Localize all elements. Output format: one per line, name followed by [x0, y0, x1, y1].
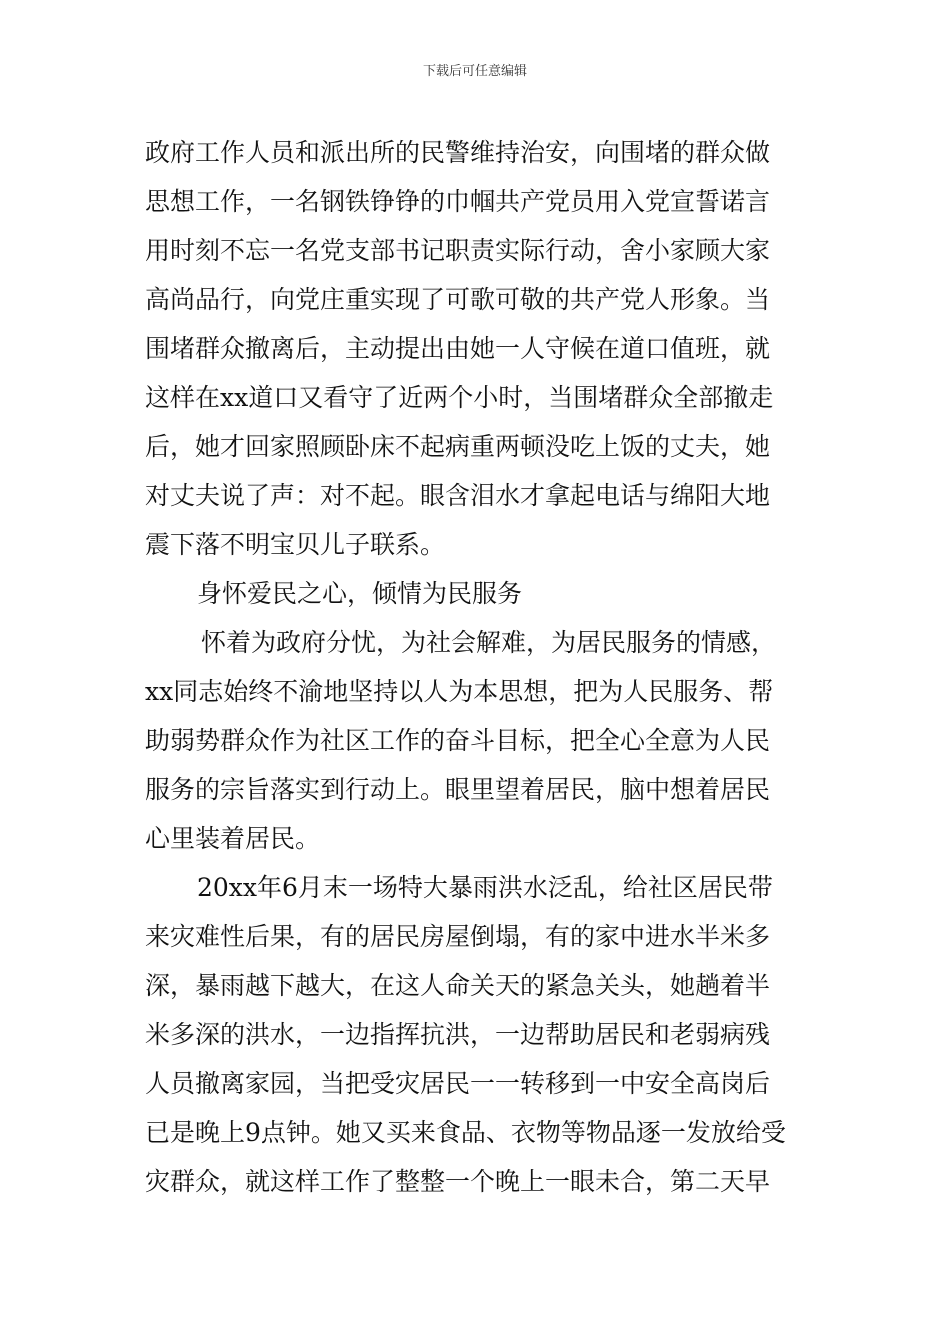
text-line: 震下落不明宝贝儿子联系。 — [145, 530, 446, 559]
text-line: 这样在xx道口又看守了近两个小时，当围堵群众全部撤走 — [145, 383, 774, 412]
text-line: 助弱势群众作为社区工作的奋斗目标，把全心全意为人民 — [145, 726, 771, 755]
text-line: 对丈夫说了声：对不起。眼含泪水才拿起电话与绵阳大地 — [145, 481, 771, 510]
section-heading: 身怀爱民之心，倾情为民服务 — [197, 579, 523, 608]
text-line: 已是晚上9点钟。她又买来食品、衣物等物品逐一发放给受 — [145, 1118, 786, 1147]
text-line: 思想工作，一名钢铁铮铮的巾帼共产党员用入党宣誓诺言 — [145, 187, 771, 216]
page-header: 下载后可任意编辑 — [422, 64, 527, 79]
text-line: 服务的宗旨落实到行动上。眼里望着居民，脑中想着居民 — [145, 775, 771, 804]
text-line: 深，暴雨越下越大，在这人命关天的紧急关头，她趟着半 — [145, 971, 771, 1000]
text-line: 后，她才回家照顾卧床不起病重两顿没吃上饭的丈夫，她 — [145, 432, 771, 461]
text-line: 政府工作人员和派出所的民警维持治安，向围堵的群众做 — [145, 138, 771, 167]
text-line: 心里装着居民。 — [145, 824, 321, 853]
text-line: xx同志始终不渝地坚持以人为本思想，把为人民服务、帮 — [145, 677, 774, 706]
text-line: 高尚品行，向党庄重实现了可歌可敬的共产党人形象。当 — [145, 285, 771, 314]
text-line: 人员撤离家园，当把受灾居民一一转移到一中安全高岗后 — [145, 1069, 771, 1098]
text-line: 20xx年6月末一场特大暴雨洪水泛乱，给社区居民带 — [197, 873, 773, 902]
text-line: 来灾难性后果，有的居民房屋倒塌，有的家中进水半米多 — [145, 922, 771, 951]
text-line: 灾群众，就这样工作了整整一个晚上一眼未合，第二天早 — [145, 1167, 771, 1196]
text-line: 用时刻不忘一名党支部书记职责实际行动，舍小家顾大家 — [145, 236, 771, 265]
text-line: 怀着为政府分忧，为社会解难，为居民服务的情感， — [201, 628, 777, 657]
document-body — [145, 128, 825, 1206]
text-line: 围堵群众撤离后，主动提出由她一人守候在道口值班，就 — [145, 334, 771, 363]
text-line: 米多深的洪水，一边指挥抗洪，一边帮助居民和老弱病残 — [145, 1020, 771, 1049]
